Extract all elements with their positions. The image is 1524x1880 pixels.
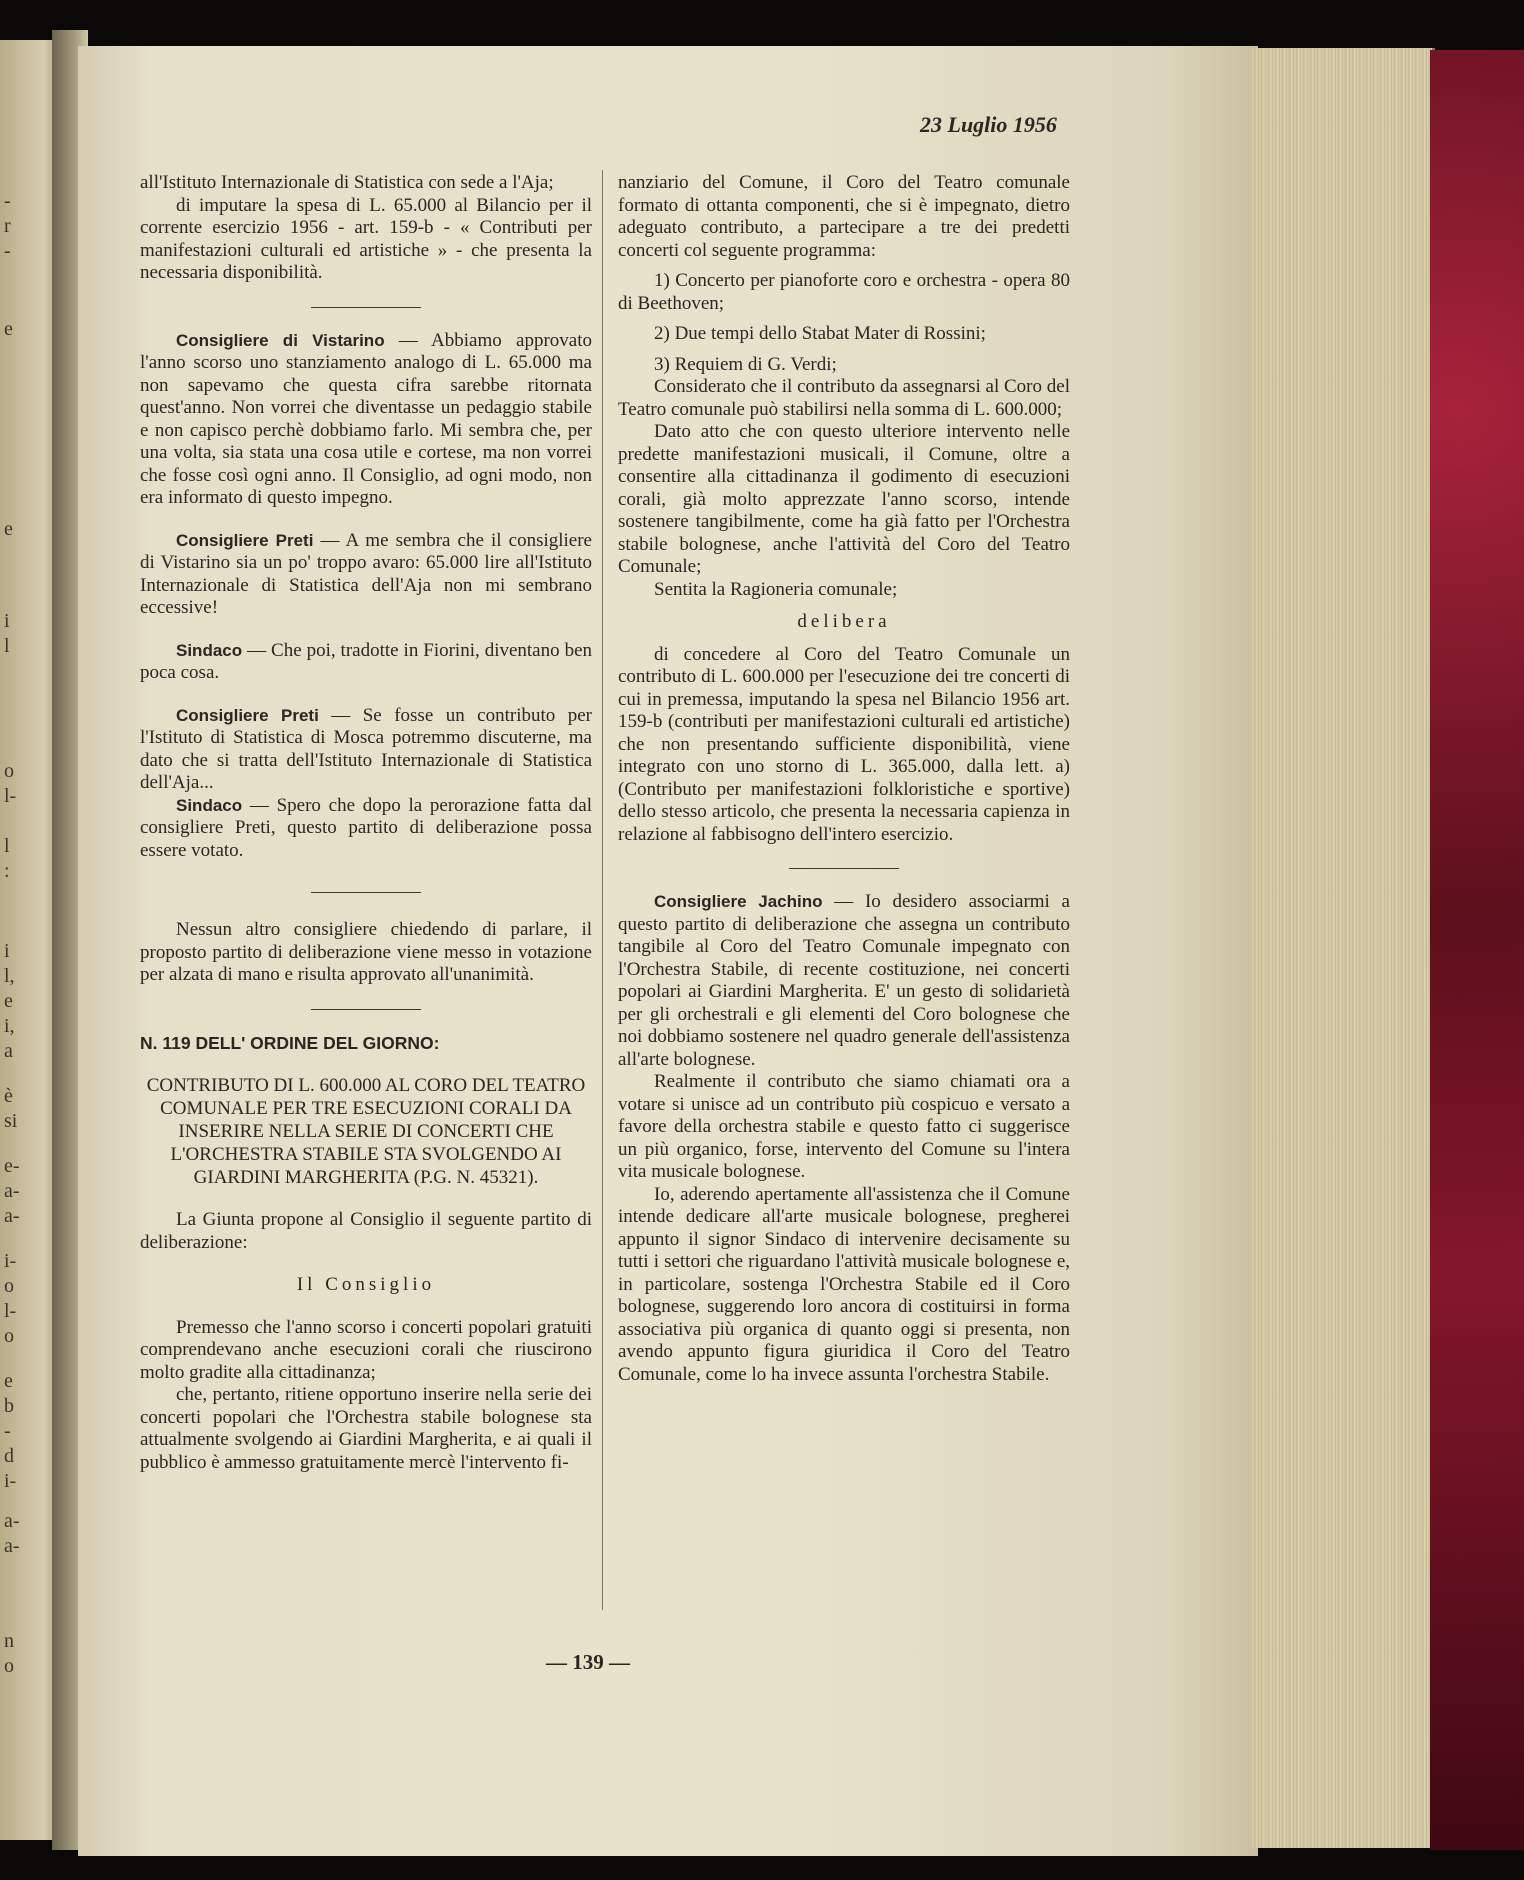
margin-fragment: l- (4, 1300, 17, 1322)
programme-item: 1) Concerto per pianoforte coro e orchestra - opera 80 di Beethoven; (618, 270, 1070, 314)
speech-text: — Io desidero associarmi a questo partito di deliberazione che assegna un contributo tangibile al Coro del Teatro Comunale impegnato con l'Orchestra Stabile, di recente costituzione, nei concerti popolari ai Giardini Margherita. E' un gesto di solidarietà per gli orchestrali e gli elementi del Coro bolognese che noi dobbiamo sostenere nel quadro generale dell'assistenza all'arte bolognese. (618, 891, 1070, 1070)
column-divider (602, 170, 603, 1610)
section-rule (789, 868, 899, 869)
margin-fragment: o (4, 1275, 14, 1297)
margin-fragment: l (4, 835, 10, 857)
speech-text: — Spero che dopo la perorazione fatta dal consigliere Preti, questo partito di deliberazione possa essere votato. (140, 794, 592, 861)
speaker-name: Consigliere Jachino (654, 892, 823, 911)
margin-fragment: o (4, 760, 14, 782)
speech (618, 891, 1070, 1071)
paragraph: Dato atto che con questo ulteriore intervento nelle predette manifestazioni musicali, il Comune, oltre a consentire alla cittadinanza il godimento di esecuzioni corali, già molto apprezzate l'anno scorso, intende sostenere tangibilmente, come ha già fatto per l'Orchestra stabile bolognese, anche l'attività del Coro del Teatro Comunale; (618, 421, 1070, 577)
speaker-name: Sindaco (176, 640, 243, 660)
agenda-item-title: CONTRIBUTO DI L. 600.000 AL CORO DEL TEATRO COMUNALE PER TRE ESECUZIONI CORALI DA INSERIRE NELLA SERIE DI CONCERTI CHE L'ORCHESTRA STABILE STA SVOLGENDO AI GIARDINI MARGHERITA (P.G. N. 45321). (146, 1075, 586, 1188)
margin-fragment: è (4, 1085, 13, 1107)
margin-fragment: si (4, 1110, 18, 1132)
paragraph: che, pertanto, ritiene opportuno inserire nella serie dei concerti popolari che l'Orchestra stabile bolognese sta attualmente svolgendo ai Giardini Margherita, e ai quali il pubblico è ammesso gratuitamente mercè l'intervento fi- (140, 1384, 592, 1473)
speaker-name: Sindaco (176, 795, 243, 815)
programme-item: 3) Requiem di G. Verdi; (654, 353, 837, 375)
margin-fragment: i (4, 610, 10, 632)
speech (140, 530, 592, 620)
margin-fragment: i- (4, 1250, 17, 1272)
margin-fragment: e (4, 1370, 13, 1392)
margin-fragment: - (4, 240, 11, 262)
speech (140, 330, 592, 510)
margin-fragment: i (4, 940, 10, 962)
right-column (618, 172, 1070, 1386)
agenda-item-heading: N. 119 DELL' ORDINE DEL GIORNO: (140, 1032, 440, 1053)
margin-fragment: i, (4, 1015, 15, 1037)
page-edges (1252, 48, 1435, 1848)
speaker-name: Consigliere di Vistarino (176, 330, 385, 350)
speech (140, 640, 592, 685)
margin-fragment: r (4, 215, 11, 237)
margin-fragment: a- (4, 1205, 20, 1227)
speech-text: — Abbiamo approvato l'anno scorso uno stanziamento analogo di L. 65.000 ma non sapevamo che questa cifra sarebbe ritornata quest'anno. Non vorrei che diventasse un pedaggio stabile e non capisco perchè dobbiamo farlo. Mi sembra che, per una volta, sia stata una cosa utile e cortese, ma non vorrei che fosse così ogni anno. Il Consiglio, ad ogni modo, non era informato di questo impegno. (140, 329, 592, 508)
delibera-heading: delibera (797, 611, 891, 632)
margin-fragment: e- (4, 1155, 20, 1177)
left-column (140, 172, 592, 1474)
speech (140, 705, 592, 795)
paragraph: Sentita la Ragioneria comunale; (654, 578, 898, 600)
paragraph: all'Istituto Internazionale di Statistica con sede a l'Aja; (140, 172, 554, 193)
margin-fragment: i- (4, 1470, 17, 1492)
il-consiglio-heading: Il Consiglio (296, 1274, 436, 1295)
page-number: — 139 — (546, 1650, 630, 1674)
margin-fragment: b (4, 1395, 14, 1417)
section-rule (311, 307, 421, 308)
margin-fragment: l, (4, 965, 15, 987)
paragraph: Considerato che il contributo da assegnarsi al Coro del Teatro comunale può stabilirsi nella somma di L. 600.000; (618, 376, 1070, 420)
speech-text: — A me sembra che il consigliere di Vistarino sia un po' troppo avaro: 65.000 lire all'Istituto Internazionale di Statistica dell'Aja non mi sembrano eccessive! (140, 529, 592, 618)
speaker-name: Consigliere Preti (176, 705, 319, 725)
speech-text: — Che poi, tradotte in Fiorini, diventano ben poca cosa. (140, 639, 592, 683)
margin-fragment: a- (4, 1180, 20, 1202)
programme-item: 2) Due tempi dello Stabat Mater di Rossini; (654, 323, 986, 344)
margin-fragment: a- (4, 1535, 20, 1557)
margin-fragment: e (4, 318, 13, 340)
section-rule (311, 892, 421, 893)
speech-text: — Se fosse un contributo per l'Istituto di Statistica di Mosca potremmo discuterne, ma dato che si tratta dell'Istituto Internazionale di Statistica dell'Aja... (140, 704, 592, 793)
margin-fragment: o (4, 1655, 14, 1677)
paragraph: Nessun altro consigliere chiedendo di parlare, il proposto partito di deliberazione viene messo in votazione per alzata di mano e risulta approvato all'unanimità. (140, 919, 592, 985)
margin-fragment: o (4, 1325, 14, 1347)
paragraph: nanziario del Comune, il Coro del Teatro comunale formato di ottanta componenti, che si è impegnato, dietro adeguato contributo, a partecipare a tre dei predetti concerti col seguente programma: (618, 172, 1070, 261)
paragraph: La Giunta propone al Consiglio il seguente partito di deliberazione: (140, 1209, 592, 1253)
paragraph: Premesso che l'anno scorso i concerti popolari gratuiti comprendevano anche esecuzioni corali che riuscirono molto gradite alla cittadinanza; (140, 1316, 592, 1383)
margin-fragment: a (4, 1040, 13, 1062)
margin-fragment: a- (4, 1510, 20, 1532)
page-header-date: 23 Luglio 1956 (920, 112, 1057, 137)
margin-fragment: - (4, 190, 11, 212)
margin-fragment: e (4, 518, 13, 540)
margin-fragment: : (4, 860, 10, 882)
book-binding (1430, 50, 1524, 1850)
paragraph: di imputare la spesa di L. 65.000 al Bilancio per il corrente esercizio 1956 - art. 159-b - « Contributi per manifestazioni culturali ed artistiche » - che presenta la necessaria disponibilità. (140, 194, 592, 283)
margin-fragment: d (4, 1445, 14, 1467)
section-rule (311, 1009, 421, 1010)
paragraph: di concedere al Coro del Teatro Comunale un contributo di L. 600.000 per l'esecuzione dei tre concerti di cui in premessa, imputando la spesa nel Bilancio 1956 art. 159-b (contributi per manifestazioni culturali ed artistiche) che non presentando sufficiente disponibilità, viene integrato con uno storno di L. 365.000, dalla lett. a) (Contributo per manifestazioni folkloristiche e sportive) dello stesso articolo, che presenta la necessaria capienza in relazione al fabbisogno dell'intero esercizio. (618, 643, 1070, 845)
margin-fragment: e (4, 990, 13, 1012)
paragraph: Io, aderendo apertamente all'assistenza che il Comune intende dedicare all'arte musicale bolognese, pregherei appunto il signor Sindaco di intervenire decisamente su tutti i settori che riguardano l'attività musicale bolognese e, in particolare, sostenga l'Orchestra Stabile ed il Coro bolognese, suggerendo loro ancora di costituirsi in forma associativa più organica di quanto oggi si presenta, non avendo appunto figura giuridica il Coro del Teatro Comunale, come lo ha invece assunta l'orchestra Stabile. (618, 1183, 1070, 1385)
paragraph: Realmente il contributo che siamo chiamati ora a votare si unisce ad un contributo più cospicuo e versato a favore della orchestra stabile e questo fatto ci suggerisce un più organico, forse, intervento del Comune su l'intera vita musicale bolognese. (618, 1071, 1070, 1182)
speaker-name: Consigliere Preti (176, 530, 314, 550)
margin-fragment: n (4, 1630, 14, 1652)
margin-fragment: - (4, 1420, 11, 1442)
margin-fragment: l (4, 635, 10, 657)
margin-fragment: l- (4, 785, 17, 807)
speech (140, 795, 592, 863)
